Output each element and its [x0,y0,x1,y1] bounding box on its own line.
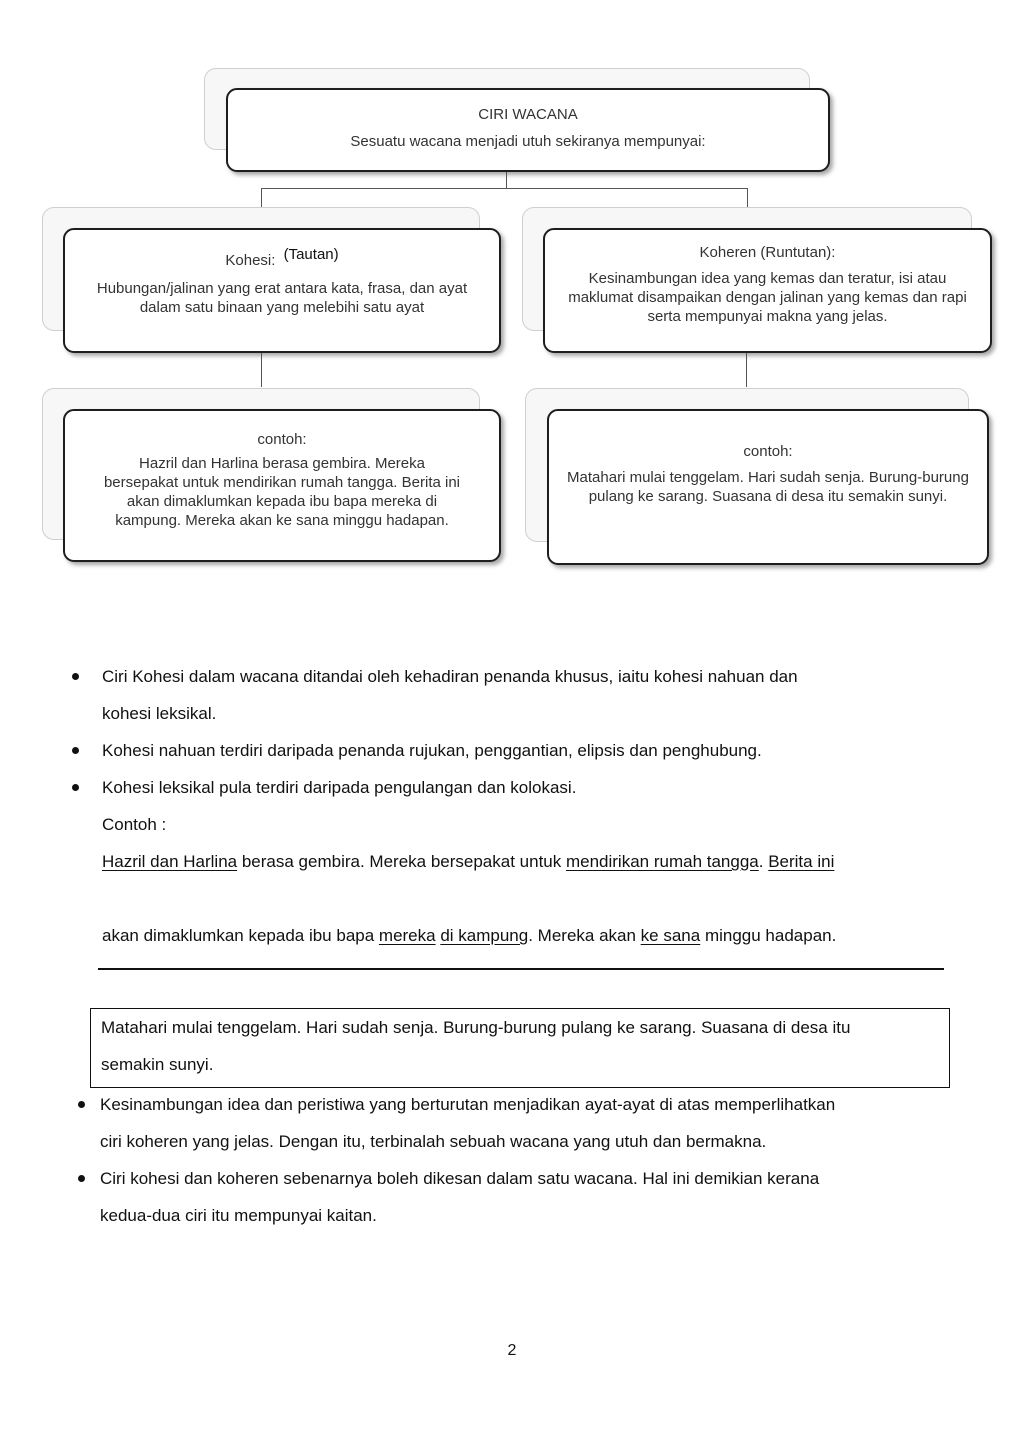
list-item: Kesinambungan idea dan peristiwa yang berturutan menjadikan ayat-ayat di atas memperlihatkan [70,1086,950,1123]
root-subtitle: Sesuatu wacana menjadi utuh sekiranya mempunyai: [350,133,706,150]
kohesi-example-box [63,409,501,562]
example-line-2: akan dimaklumkan kepada ibu bapa mereka di kampung. Mereka akan ke sana minggu hadapan. [102,926,837,945]
list-item: Kohesi nahuan terdiri daripada penanda rujukan, penggantian, elipsis dan penghubung. [70,732,950,769]
framed-example: Matahari mulai tenggelam. Hari sudah senja. Burung-burung pulang ke sarang. Suasana di desa itu semakin sunyi. [90,1008,950,1088]
kohesi-box [63,228,501,353]
bullet-icon [72,784,79,791]
koheren-example-text: Matahari mulai tenggelam. Hari sudah senja. Burung-burung pulang ke sarang. Suasana di desa itu semakin sunyi. [567,469,969,505]
koheren-definition: Kesinambungan idea yang kemas dan teratur, isi atau maklumat disampaikan dengan jalinan yang kemas dan rapi serta mempunyai makna yang jelas. [568,270,967,325]
connector-right-example [746,353,747,387]
bullet-icon [78,1175,85,1182]
kohesi-example-text: Hazril dan Harlina berasa gembira. Mereka bersepakat untuk mendirikan rumah tangga. Berita ini akan dimaklumkan kepada ibu bapa mereka di kampung. Mereka akan ke sana minggu hadapan. [103,455,461,529]
bullet-list: Ciri Kohesi dalam wacana ditandai oleh kehadiran penanda khusus, iaitu kohesi nahuan dan kohesi leksikal. Kohesi nahuan terdiri daripada penanda rujukan, penggantian, elipsis dan penghubung. Kohesi leksikal pula terdiri daripada pengulangan dan kolokasi. Contoh : Hazril dan Harlina berasa gembira. Mereka bersepakat untuk mendirikan rumah tangga. Berita ini akan dimaklumkan kepada ibu bapa mereka di kampung. Mereka akan ke sana minggu hadapan. [70,658,950,954]
root-title: CIRI WACANA [478,106,578,123]
list-item: Ciri Kohesi dalam wacana ditandai oleh kehadiran penanda khusus, iaitu kohesi nahuan dan [70,658,950,695]
connector-root-down [506,172,507,188]
page-number: 2 [507,1342,517,1359]
example-line-1: Hazril dan Harlina berasa gembira. Mereka bersepakat untuk mendirikan rumah tangga. Berita ini [102,852,835,871]
list-item: Ciri kohesi dan koheren sebenarnya boleh dikesan dalam satu wacana. Hal ini demikian kerana [70,1160,950,1197]
list-item: Kohesi leksikal pula terdiri daripada pengulangan dan kolokasi. [70,769,950,806]
bullet-icon [78,1101,85,1108]
contoh-label: Contoh : [102,815,167,834]
root-box [226,88,830,172]
bullet-icon [72,747,79,754]
koheren-box [543,228,992,353]
koheren-example-box [547,409,989,565]
connector-horizontal [261,188,748,189]
koheren-example-title: contoh: [743,443,793,460]
connector-left-example [261,353,262,387]
bullet-list-2: Kesinambungan idea dan peristiwa yang berturutan menjadikan ayat-ayat di atas memperlihatkan ciri koheren yang jelas. Dengan itu, terbinalah sebuah wacana yang utuh dan bermakna. Ciri kohesi dan koheren sebenarnya boleh dikesan dalam satu wacana. Hal ini demikian kerana kedua-dua ciri itu mempunyai kaitan. [70,1086,950,1234]
bullet-icon [72,673,79,680]
kohesi-note: (Tautan) [283,246,339,263]
koheren-title: Koheren (Runtutan): [699,244,836,261]
kohesi-title: Kohesi: [225,252,276,269]
divider [98,968,944,970]
kohesi-definition: Hubungan/jalinan yang erat antara kata, frasa, dan ayat dalam satu binaan yang melebihi satu ayat [96,280,468,316]
kohesi-example-title: contoh: [257,431,307,448]
